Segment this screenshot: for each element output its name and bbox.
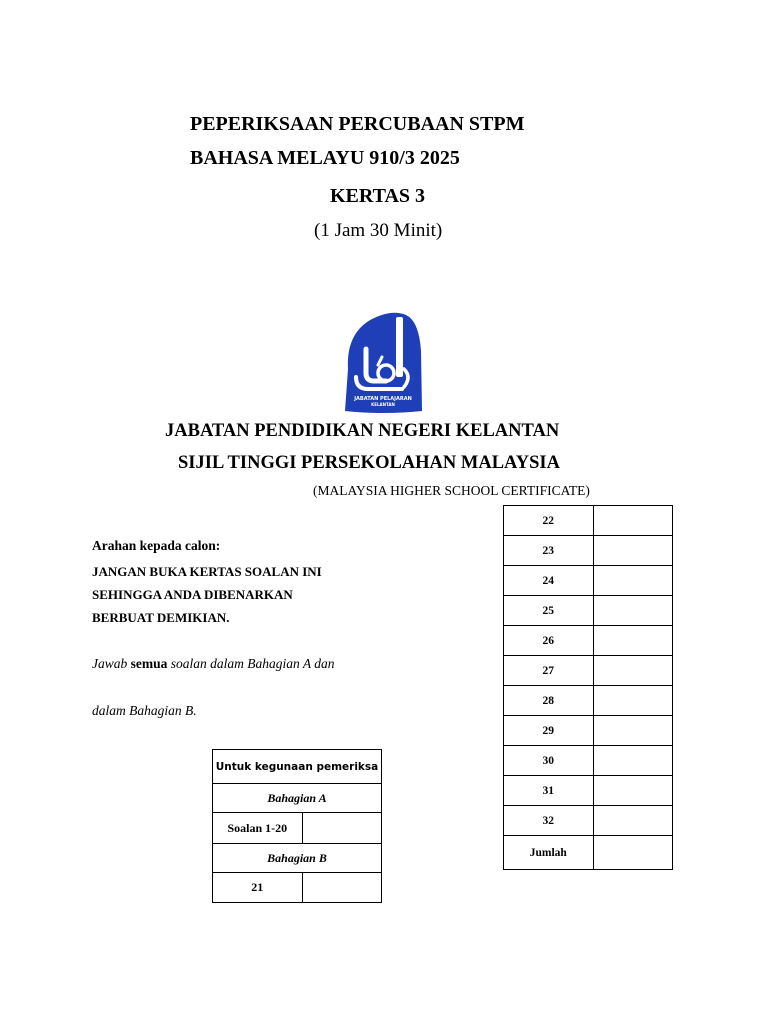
logo-text-line2: KELANTAN	[371, 402, 395, 407]
score-cell[interactable]	[593, 506, 672, 536]
answer-instruction	[92, 656, 335, 672]
score-row-label: 23	[504, 536, 594, 566]
score-row	[504, 506, 673, 536]
score-cell[interactable]	[593, 686, 672, 716]
score-row-label: 26	[504, 626, 594, 656]
score-row-label: 25	[504, 596, 594, 626]
score-row-label: 24	[504, 566, 594, 596]
row-a-label: Soalan 1-20	[213, 813, 303, 844]
section-a-label: Bahagian A	[213, 784, 382, 813]
examiner-table-header: Untuk kegunaan pemeriksa	[213, 750, 382, 784]
answer-pre: Jawab	[92, 656, 128, 671]
score-cell[interactable]	[593, 776, 672, 806]
logo-text-line1: JABATAN PELAJARAN	[354, 396, 412, 402]
score-cell[interactable]	[593, 566, 672, 596]
exam-title: PEPERIKSAAN PERCUBAAN STPM	[190, 113, 525, 135]
score-row-label: 32	[504, 806, 594, 836]
warning-line-3: BERBUAT DEMIKIAN.	[92, 610, 230, 625]
warning-line-1: JANGAN BUKA KERTAS SOALAN INI	[92, 564, 322, 579]
score-row	[504, 776, 673, 806]
score-cell[interactable]	[593, 626, 672, 656]
instructions-heading: Arahan kepada calon:	[92, 538, 221, 553]
jabatan-pelajaran-emblem-icon	[342, 311, 424, 415]
certificate-name-en: (MALAYSIA HIGHER SCHOOL CERTIFICATE)	[313, 483, 590, 498]
score-row	[504, 596, 673, 626]
score-row	[504, 626, 673, 656]
score-row-label: 28	[504, 686, 594, 716]
total-row	[504, 836, 673, 870]
answer-instruction-line-2: dalam Bahagian B.	[92, 703, 197, 718]
score-cell[interactable]	[593, 656, 672, 686]
score-row-label: 30	[504, 746, 594, 776]
score-table	[503, 505, 673, 870]
score-row	[504, 656, 673, 686]
paper-title: KERTAS 3	[330, 185, 426, 207]
score-cell[interactable]	[593, 536, 672, 566]
score-row-label: 22	[504, 506, 594, 536]
section-b-label: Bahagian B	[213, 844, 382, 873]
total-label: Jumlah	[504, 836, 594, 870]
score-row-label: 29	[504, 716, 594, 746]
score-row	[504, 686, 673, 716]
warning-line-2: SEHINGGA ANDA DIBENARKAN	[92, 587, 293, 602]
examiner-table	[212, 749, 382, 903]
row-b-score-cell[interactable]	[302, 873, 381, 903]
organization-name: JABATAN PENDIDIKAN NEGERI KELANTAN	[165, 421, 560, 441]
score-row	[504, 716, 673, 746]
duration: (1 Jam 30 Minit)	[314, 220, 443, 241]
score-row-label: 27	[504, 656, 594, 686]
total-score-cell[interactable]	[593, 836, 672, 870]
row-b-label: 21	[213, 873, 303, 903]
score-cell[interactable]	[593, 806, 672, 836]
certificate-name: SIJIL TINGGI PERSEKOLAHAN MALAYSIA	[178, 453, 560, 473]
score-cell[interactable]	[593, 596, 672, 626]
answer-bold: semua	[130, 656, 168, 671]
row-a-score-cell[interactable]	[302, 813, 381, 844]
score-row	[504, 536, 673, 566]
score-cell[interactable]	[593, 746, 672, 776]
score-row-label: 31	[504, 776, 594, 806]
score-cell[interactable]	[593, 716, 672, 746]
score-row	[504, 746, 673, 776]
answer-post: soalan dalam Bahagian A dan	[170, 656, 335, 671]
score-row	[504, 806, 673, 836]
subject-title: BAHASA MELAYU 910/3 2025	[190, 147, 460, 169]
score-row	[504, 566, 673, 596]
